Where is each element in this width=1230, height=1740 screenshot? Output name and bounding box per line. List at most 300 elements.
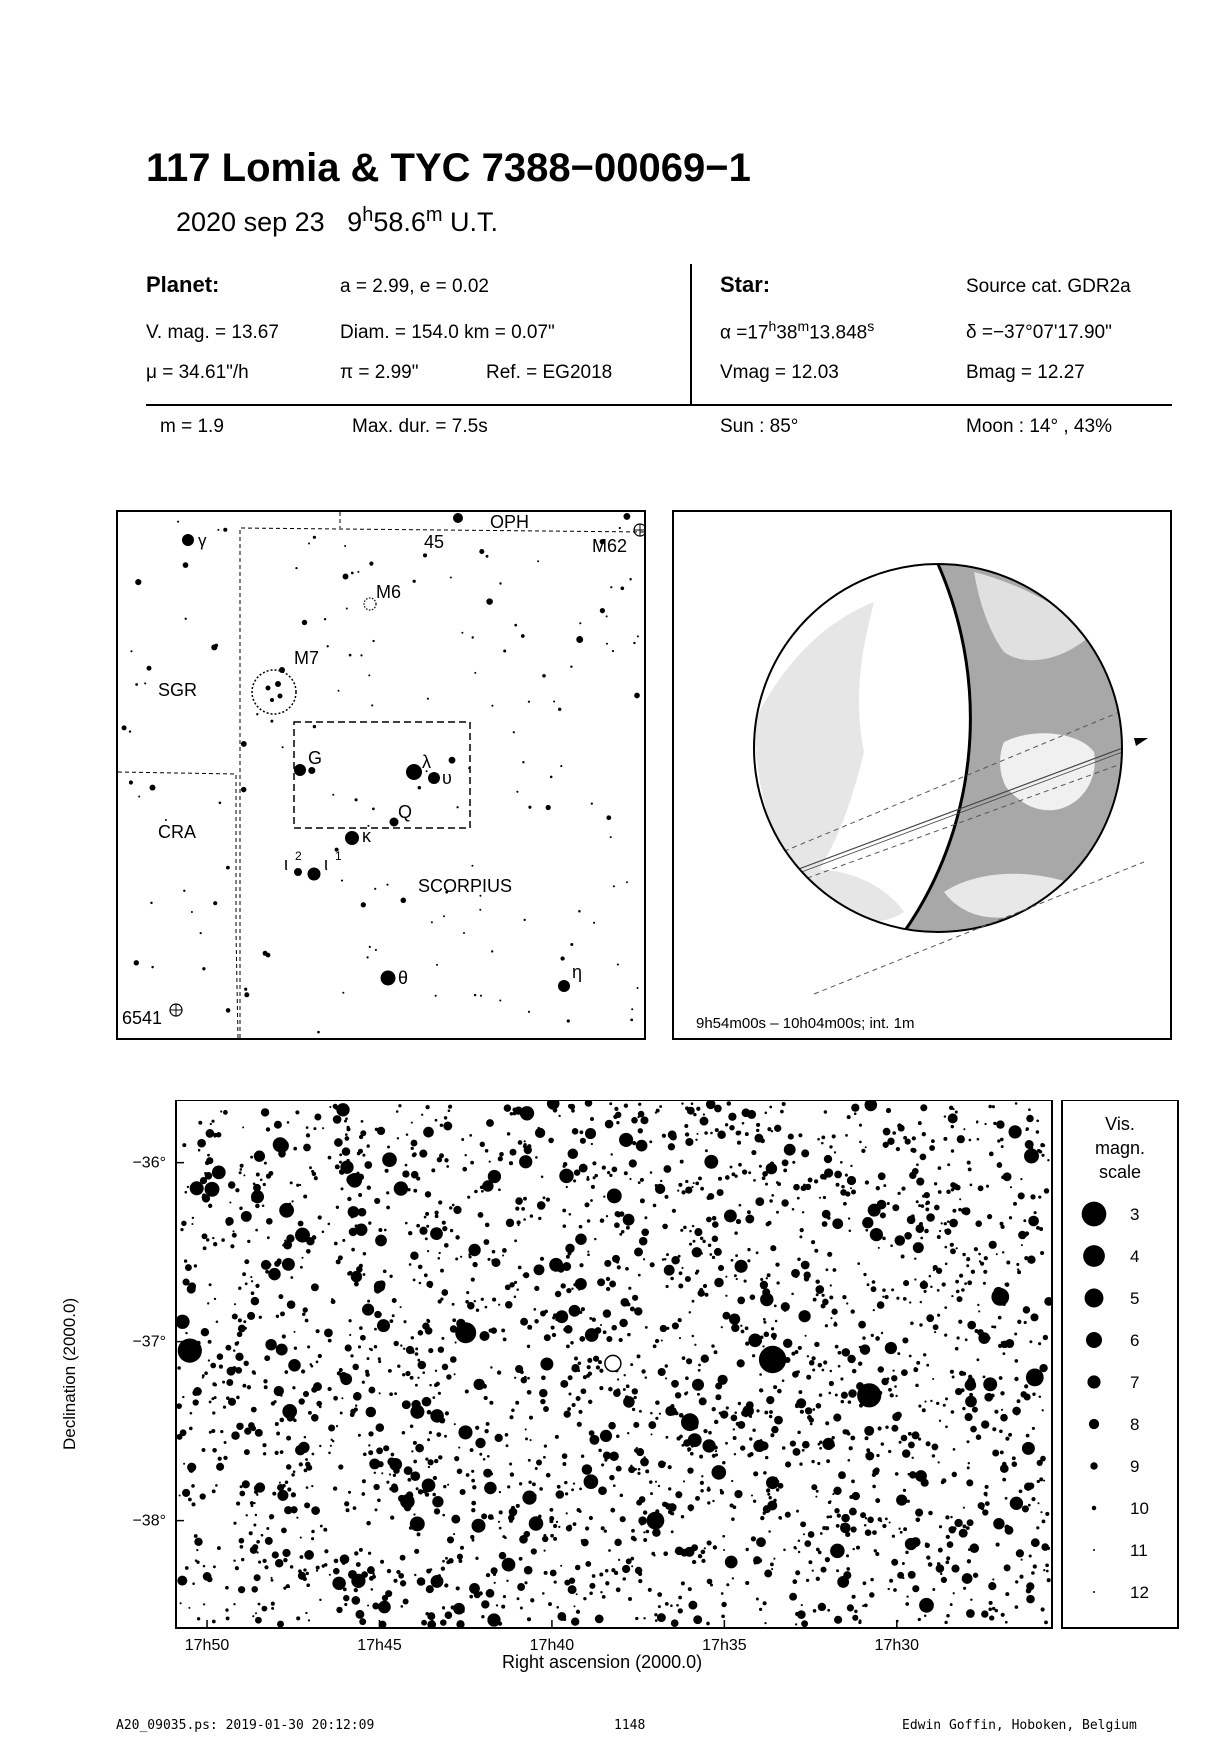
field-star [766,1396,774,1404]
field-star [672,1322,679,1329]
field-star [254,1574,261,1581]
field-star [872,1530,877,1535]
field-star [415,1352,419,1356]
field-star [711,1344,714,1347]
field-star [945,1262,948,1265]
field-star [458,1447,460,1449]
field-star [336,1206,339,1209]
field-star [344,1603,347,1606]
field-star [438,1455,442,1459]
star [150,902,152,904]
field-star [400,1344,402,1346]
magnitude-drop: m = 1.9 [160,416,224,437]
field-star [688,1433,702,1447]
field-star [363,1273,366,1276]
field-star [978,1310,980,1312]
field-star [692,1247,702,1257]
field-star [963,1587,966,1590]
field-star [398,1104,401,1107]
field-star [668,1487,671,1490]
field-star [193,1399,199,1405]
field-star [550,1534,554,1538]
field-star [870,1578,873,1581]
field-star [488,1170,501,1183]
field-star [291,1492,296,1497]
field-star [947,1163,950,1166]
field-star [185,1332,187,1334]
field-star [346,1508,350,1512]
planet-orbit: a = 2.99, e = 0.02 [340,276,489,297]
field-star [745,1132,749,1136]
field-star [458,1559,462,1563]
field-star [1043,1480,1045,1482]
field-star [407,1478,411,1482]
field-star [722,1535,725,1538]
field-star [798,1390,802,1394]
field-star [714,1420,718,1424]
field-star [757,1558,762,1563]
field-star [828,1392,831,1395]
field-star [882,1524,886,1528]
field-star [481,1615,484,1618]
field-star [701,1355,709,1363]
field-star [759,1608,762,1611]
field-star [240,1168,243,1171]
field-star [513,1112,517,1116]
field-star [235,1367,242,1374]
field-star [973,1573,978,1578]
field-star [612,1255,620,1263]
footer-file: A20_09035.ps: 2019-01-30 20:12:09 [116,1718,375,1733]
field-star [1002,1251,1004,1253]
field-star [692,1300,695,1303]
field-star [801,1261,810,1270]
field-star [696,1107,700,1111]
star [275,681,281,687]
field-star [730,1503,734,1507]
field-star [328,1452,331,1455]
field-star [997,1162,1003,1168]
field-star [802,1449,805,1452]
field-star [868,1204,881,1217]
field-star [926,1314,934,1322]
field-star [180,1228,183,1231]
field-star [921,1204,925,1208]
field-star [487,1455,490,1458]
field-star [575,1565,581,1571]
field-star [509,1415,513,1419]
y-tick-label: −37° [132,1333,166,1351]
field-star [569,1305,581,1317]
field-star [322,1566,324,1568]
star [183,562,189,568]
field-star [699,1288,703,1292]
field-star [213,1242,217,1246]
field-star [524,1566,533,1575]
field-star [309,1166,312,1169]
field-star [919,1245,923,1249]
star [219,801,222,804]
field-star [1045,1563,1049,1567]
field-star [187,1186,189,1188]
field-star [1013,1202,1017,1206]
star [620,586,624,590]
field-star [413,1278,416,1281]
field-star [818,1603,826,1611]
label-scorpius: SCORPIUS [418,876,513,896]
field-star [829,1515,832,1518]
bright-star [991,1288,1009,1306]
field-star [1036,1119,1039,1122]
field-star [620,1298,629,1307]
star [295,567,297,569]
field-star [834,1151,836,1153]
field-star [920,1154,927,1161]
field-star [604,1260,611,1267]
field-star [610,1153,612,1155]
field-star [965,1402,967,1404]
field-star [518,1266,522,1270]
field-star [581,1307,585,1311]
field-star [470,1161,474,1165]
field-star [1014,1359,1018,1363]
x-tick-label: 17h40 [529,1637,575,1654]
field-star [717,1189,724,1196]
field-star [881,1332,883,1334]
field-star [184,1259,187,1262]
field-star [323,1528,327,1532]
field-star [668,1407,677,1416]
field-star [916,1361,920,1365]
field-star [440,1124,443,1127]
field-star [425,1612,429,1616]
field-star [697,1133,699,1135]
field-star [416,1487,419,1490]
field-star [501,1328,505,1332]
field-star [631,1117,638,1124]
field-star [783,1168,787,1172]
field-star [457,1469,463,1475]
field-star [293,1470,296,1473]
field-star [235,1566,239,1570]
field-star [275,1422,279,1426]
field-star [637,1116,639,1118]
field-star [671,1256,680,1265]
legend-star [1087,1375,1100,1388]
field-star [1001,1145,1004,1148]
field-star [466,1291,469,1294]
y-axis-label: Declination (2000.0) [60,1297,79,1450]
field-star [286,1436,291,1441]
field-star [822,1299,829,1306]
field-star [417,1359,420,1362]
field-star [790,1441,796,1447]
field-star [367,1357,370,1360]
field-star [638,1572,642,1576]
field-star [831,1309,837,1315]
field-star [948,1113,958,1123]
field-star [882,1296,884,1298]
field-star [509,1161,513,1165]
field-star [316,1566,320,1570]
page-title: 117 Lomia & TYC 7388−00069−1 [146,146,751,190]
field-star [893,1588,897,1592]
field-star [641,1119,645,1123]
field-star [742,1111,745,1114]
field-star [1042,1409,1044,1411]
field-star [238,1286,241,1289]
star [567,1019,570,1022]
field-star [852,1595,856,1599]
field-star [916,1224,925,1233]
star [263,951,268,956]
field-star [614,1107,618,1111]
star [479,549,484,554]
field-star [1031,1538,1040,1547]
field-star [681,1267,683,1269]
field-star [424,1273,428,1277]
field-star [342,1239,345,1242]
field-star [348,1491,351,1494]
field-star [970,1426,977,1433]
field-star [952,1472,957,1477]
field-star [566,1525,572,1531]
field-star [836,1524,840,1528]
field-star [837,1513,841,1517]
field-star [753,1500,756,1503]
field-star [731,1259,734,1262]
field-star [390,1515,394,1519]
field-star [969,1139,972,1142]
field-star [383,1269,387,1273]
field-star [350,1354,353,1357]
field-star [603,1309,611,1317]
field-star [955,1388,962,1395]
field-star [340,1412,343,1415]
field-star [368,1387,375,1394]
field-star [251,1297,259,1305]
field-star [920,1301,922,1303]
field-star [632,1295,638,1301]
field-star [189,1427,193,1431]
field-star [756,1123,760,1127]
field-star [341,1187,344,1190]
field-star [360,1130,366,1136]
field-star [747,1259,750,1262]
field-star [780,1110,784,1114]
field-star [1046,1570,1049,1573]
field-star [876,1186,880,1190]
field-star [442,1560,445,1563]
field-star [993,1326,996,1329]
field-star [905,1602,909,1606]
field-star [793,1184,800,1191]
field-star [626,1384,630,1388]
field-star [361,1120,364,1123]
field-star [615,1112,621,1118]
field-star [854,1112,857,1115]
field-star [763,1512,766,1515]
field-star [759,1373,762,1376]
field-star [540,1358,553,1371]
field-star [799,1235,802,1238]
field-star [426,1398,430,1402]
field-star [834,1321,836,1323]
star-gamma [182,534,194,546]
field-star [952,1108,954,1110]
label-theta: θ [398,968,409,988]
field-star [623,1214,635,1226]
field-star [386,1481,389,1484]
field-star [236,1341,239,1344]
field-star [336,1259,341,1264]
field-star [311,1530,315,1534]
field-star [970,1543,980,1553]
field-star [586,1374,590,1378]
field-star [706,1622,710,1626]
field-star [382,1152,397,1167]
globe [714,564,1154,932]
field-star [848,1400,852,1404]
field-star [402,1431,406,1435]
star [135,683,138,686]
field-star [712,1500,714,1502]
field-star [393,1474,396,1477]
field-star [376,1283,379,1286]
field-star [508,1515,515,1522]
x-tick-label: 17h45 [357,1637,402,1654]
field-star [976,1434,982,1440]
field-star [498,1304,500,1306]
field-star [852,1369,857,1374]
field-star [819,1393,822,1396]
field-star [1032,1392,1035,1395]
field-star [616,1121,619,1124]
field-star [258,1603,261,1606]
field-star [841,1400,845,1404]
field-star [756,1598,759,1601]
field-star [736,1131,741,1136]
field-star [308,1411,312,1415]
field-star [375,1508,378,1511]
field-star [578,1410,582,1414]
field-star [760,1439,762,1441]
field-star [926,1364,929,1367]
field-star [638,1274,641,1277]
field-star [278,1261,281,1264]
field-star [306,1583,310,1587]
field-star [298,1569,302,1573]
field-star [308,1619,310,1621]
field-star [406,1346,414,1354]
field-star [389,1275,392,1278]
field-star [427,1438,430,1441]
field-star [805,1407,812,1414]
field-star [1032,1427,1035,1430]
field-star [362,1479,366,1483]
ngc6541-globular-symbol [170,1004,182,1016]
field-star [827,1609,830,1612]
m7-cluster-symbol [252,670,296,714]
star [302,620,307,625]
field-star [622,1565,630,1573]
field-star [223,1456,227,1460]
field-star [497,1370,501,1374]
field-star [785,1344,789,1348]
field-star [304,1469,308,1473]
field-star [263,1379,267,1383]
field-star [688,1587,692,1591]
field-star [294,1347,297,1350]
field-star [910,1321,914,1325]
field-star [560,1380,568,1388]
field-star [804,1540,811,1547]
star [401,898,407,904]
field-star [875,1552,879,1556]
field-star [880,1520,882,1522]
field-star [197,1139,206,1148]
field-star [385,1590,392,1597]
field-star [895,1235,906,1246]
field-star [211,1397,214,1400]
field-star [242,1126,244,1128]
field-star [830,1317,832,1319]
field-star [776,1281,779,1284]
field-star [443,1485,446,1488]
field-star [872,1280,876,1284]
field-star [754,1562,757,1565]
field-star [251,1291,255,1295]
field-star [461,1138,464,1141]
field-star [785,1512,791,1518]
field-star [941,1481,945,1485]
field-star [753,1179,756,1182]
legend-magnitude-label: 12 [1130,1583,1149,1602]
star-g [294,764,306,776]
field-star [609,1281,616,1288]
field-star [471,1508,475,1512]
field-star [643,1258,645,1260]
field-star [537,1201,546,1210]
field-star [865,1517,867,1519]
field-star [233,1522,236,1525]
field-star [947,1541,954,1548]
field-star [792,1208,795,1211]
field-star [798,1133,802,1137]
field-star [1028,1504,1031,1507]
field-star [575,1278,587,1290]
star [372,808,375,811]
field-star [865,1146,867,1148]
field-star [822,1294,825,1297]
field-star [715,1450,717,1452]
field-star [181,1221,186,1226]
field-star [764,1411,768,1415]
field-star [901,1369,908,1376]
field-star [773,1385,777,1389]
field-star [431,1168,435,1172]
field-star [951,1565,959,1573]
field-star [280,1311,285,1316]
field-star [605,1120,614,1129]
field-star [568,1149,578,1159]
field-star [652,1528,661,1537]
field-star [771,1568,773,1570]
star [191,911,193,913]
field-star [1000,1391,1004,1395]
field-star [733,1428,735,1430]
field-star [952,1376,955,1379]
